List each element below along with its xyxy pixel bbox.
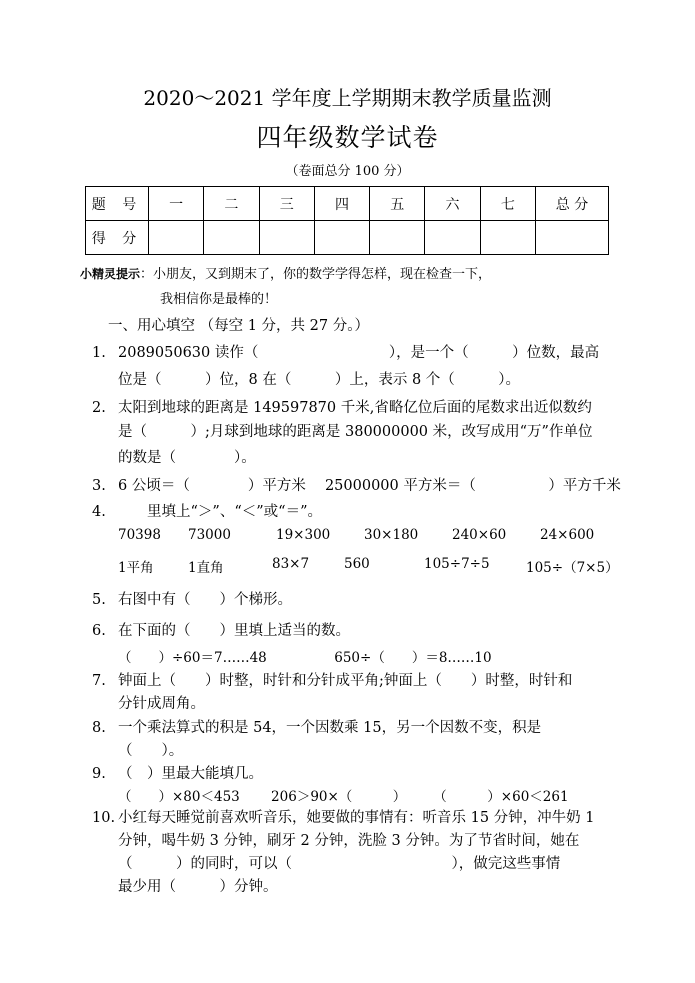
hint-line2: 我相信你是最棒的！ — [160, 292, 278, 307]
score-table-cell: 四 — [314, 187, 369, 221]
question-number: 6. — [92, 623, 106, 639]
hint-line1 — [80, 263, 491, 282]
question-text: 2089050630 读作（ ），是一个（ ）位数，最高 — [118, 345, 600, 361]
question-text: 右图中有（ ）个梯形。 — [118, 592, 292, 608]
question-1-line2: 位是（ ）位，8 在（ ）上，表示 8 个（ ）。 — [118, 372, 521, 388]
score-table-cell: 七 — [480, 187, 535, 221]
question-1 — [92, 341, 599, 362]
question-number: 7. — [92, 673, 106, 689]
question-4 — [92, 500, 322, 521]
compare-item: 30×180 — [364, 527, 419, 543]
score-blank-cell[interactable] — [204, 221, 259, 255]
question-7-line2: 分针成周角。 — [118, 696, 205, 712]
compare-item: 240×60 — [452, 527, 507, 543]
score-table-cell: 总 分 — [536, 187, 609, 221]
score-table-header-row — [86, 187, 609, 221]
hint-text: ：小朋友，又到期末了，你的数学学得怎样，现在检查一下， — [140, 267, 492, 282]
question-number: 1. — [92, 345, 106, 361]
score-blank-cell[interactable] — [425, 221, 480, 255]
question-10 — [92, 806, 595, 827]
exam-header-line1: 2020～2021 学年度上学期期末教学质量监测 — [143, 86, 552, 110]
compare-item: 105÷7÷5 — [424, 556, 490, 572]
compare-item: 19×300 — [276, 527, 331, 543]
score-table-cell: 题 号 — [86, 187, 149, 221]
section-heading: 一、用心填空 （每空 1 分，共 27 分。） — [108, 318, 369, 334]
question-8 — [92, 716, 541, 737]
compare-item: 105÷（7×5） — [526, 560, 619, 576]
question-number: 3. — [92, 478, 106, 494]
total-score-note: （卷面总分 100 分） — [285, 164, 410, 179]
hint-label: 小精灵提示 — [80, 267, 141, 281]
question-text: 一个乘法算式的积是 54，一个因数乘 15，另一个因数不变，积是 — [118, 720, 542, 736]
question-10-line4: 最少用（ ）分钟。 — [118, 879, 278, 895]
score-table-score-row — [86, 221, 609, 255]
question-number: 9. — [92, 766, 106, 782]
score-table — [85, 186, 609, 255]
compare-item: 24×600 — [540, 527, 595, 543]
score-table-cell: 一 — [149, 187, 204, 221]
question-6-line2: （ ）÷60＝7……48 650÷（ ）＝8……10 — [118, 650, 492, 666]
question-2-line2: 是（ ）;月球到地球的距离是 380000000 米，改写成用“万”作单位 — [118, 424, 593, 440]
question-2 — [92, 396, 592, 417]
question-number: 2. — [92, 400, 106, 416]
score-table-cell: 五 — [370, 187, 425, 221]
question-text: 太阳到地球的距离是 149597870 千米,省略亿位后面的尾数求出近似数约 — [118, 400, 592, 416]
compare-item: 1平角 — [118, 560, 154, 576]
exam-title: 四年级数学试卷 — [256, 123, 439, 152]
question-text: 钟面上（ ）时整，时针和分针成平角;钟面上（ ）时整，时针和 — [118, 673, 573, 689]
question-10-line2: 分钟，喝牛奶 3 分钟，刷牙 2 分钟，洗脸 3 分钟。为了节省时间，她在 — [118, 833, 580, 849]
score-blank-cell[interactable] — [480, 221, 535, 255]
compare-item: 70398 — [118, 527, 161, 543]
question-text: （ ）里最大能填几。 — [118, 766, 263, 782]
question-5 — [92, 588, 292, 609]
question-number: 10. — [92, 810, 116, 826]
question-text: 在下面的（ ）里填上适当的数。 — [118, 623, 350, 639]
compare-item: 83×7 — [272, 556, 310, 572]
question-6 — [92, 619, 350, 640]
question-9-line2: （ ）×80＜453 206＞90×（ ） （ ）×60＜261 — [118, 789, 569, 805]
question-number: 8. — [92, 720, 106, 736]
question-3 — [92, 474, 621, 495]
question-8-line2: （ ）。 — [118, 743, 184, 759]
question-number: 5. — [92, 592, 106, 608]
question-2-line3: 的数是（ ）。 — [118, 450, 256, 466]
question-7 — [92, 669, 572, 690]
question-9 — [92, 762, 263, 783]
score-blank-cell[interactable] — [149, 221, 204, 255]
compare-item: 1直角 — [188, 560, 224, 576]
score-row-label: 得 分 — [86, 221, 149, 255]
score-blank-cell[interactable] — [314, 221, 369, 255]
score-table-cell: 六 — [425, 187, 480, 221]
score-table-cell: 二 — [204, 187, 259, 221]
score-table-cell: 三 — [259, 187, 314, 221]
question-text: 里填上“＞”、“＜”或“＝”。 — [118, 504, 322, 520]
question-number: 4. — [92, 504, 106, 520]
question-text: 6 公顷＝（ ）平方米 25000000 平方米＝（ ）平方千米 — [118, 478, 621, 494]
score-blank-cell[interactable] — [536, 221, 609, 255]
question-text: 小红每天睡觉前喜欢听音乐，她要做的事情有：听音乐 15 分钟，冲牛奶 1 — [118, 810, 595, 826]
score-blank-cell[interactable] — [259, 221, 314, 255]
score-blank-cell[interactable] — [370, 221, 425, 255]
question-10-line3: （ ）的同时，可以（ ），做完这些事情 — [118, 856, 561, 872]
compare-item: 73000 — [188, 527, 231, 543]
compare-item: 560 — [344, 556, 370, 572]
